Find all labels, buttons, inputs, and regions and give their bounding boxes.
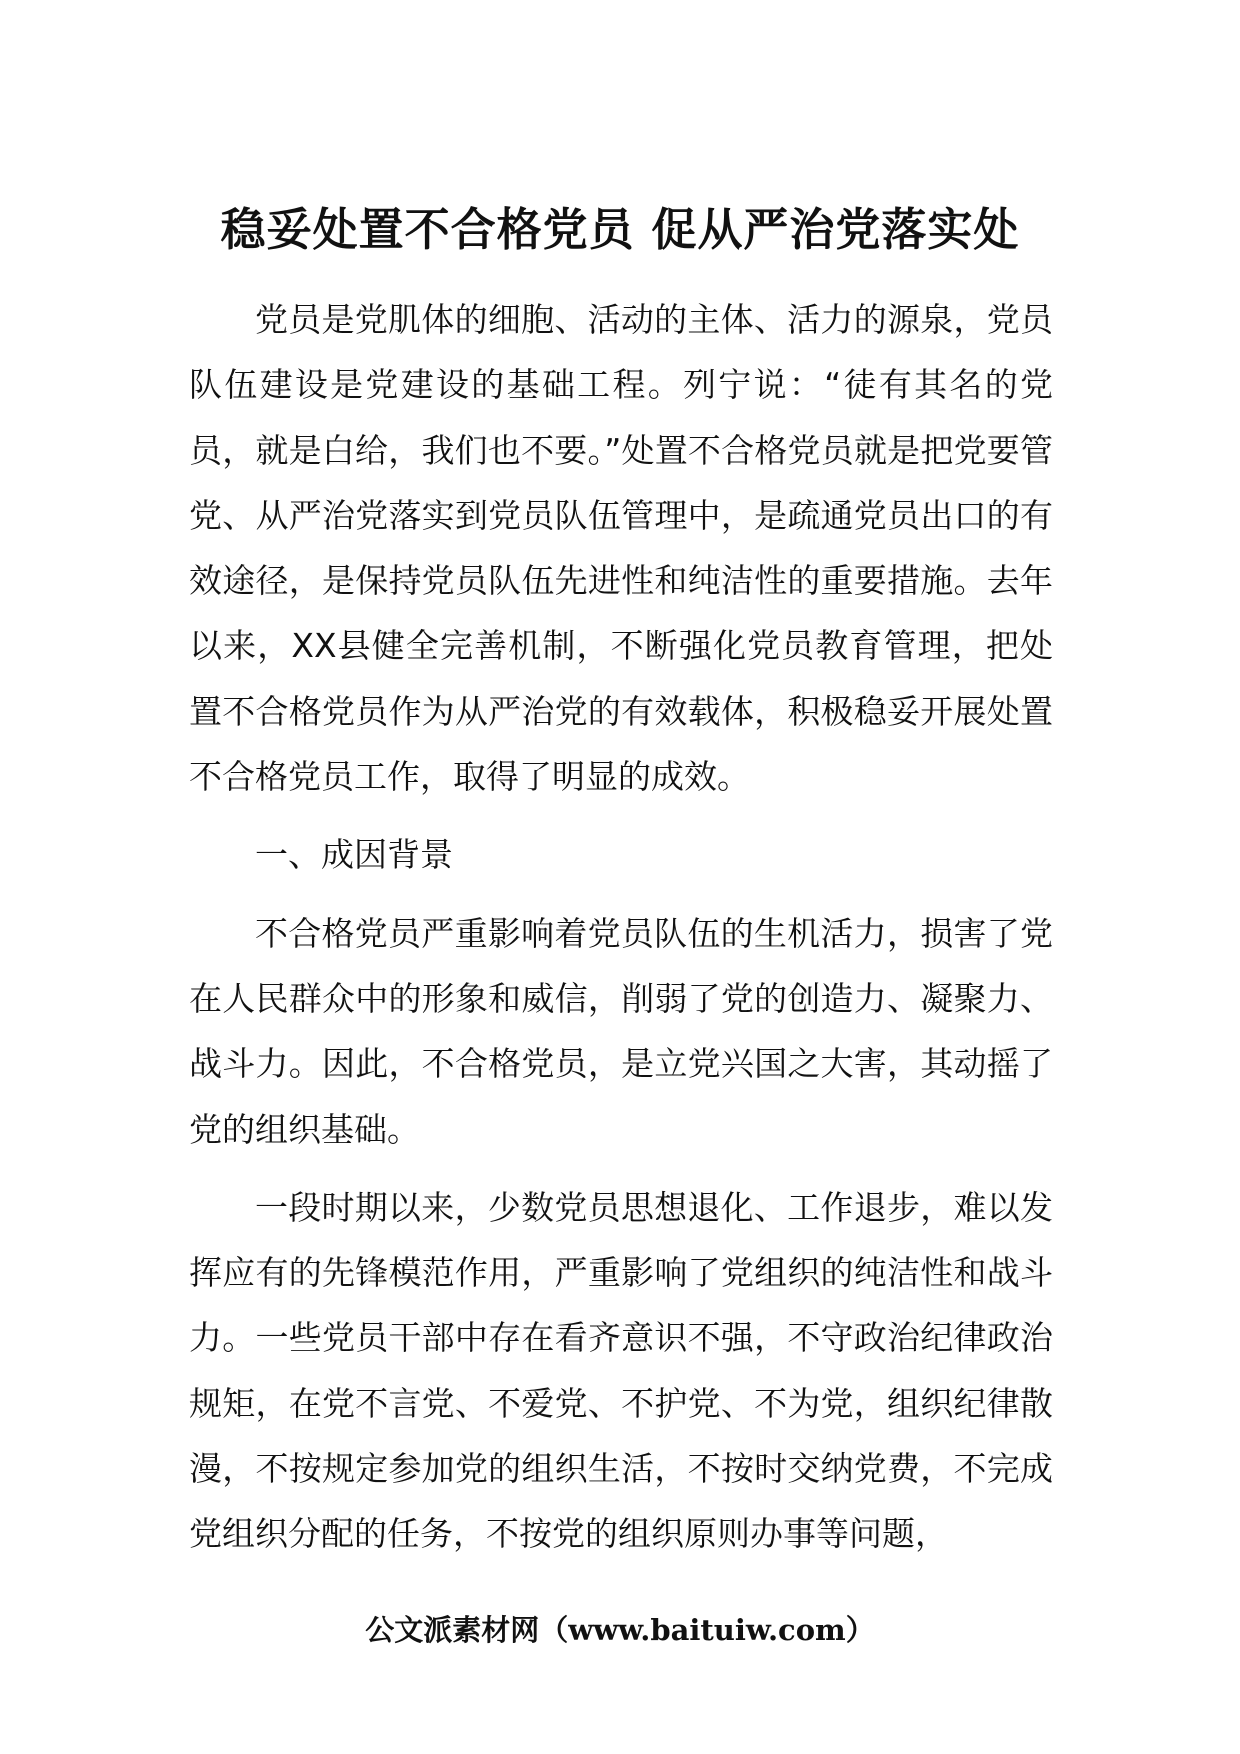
section-paragraph: 不合格党员严重影响着党员队伍的生机活力，损害了党在人民群众中的形象和威信，削弱了党的创造力、凝聚力、战斗力。因此，不合格党员，是立党兴国之大害，其动摇了党的组织基础。 xyxy=(189,913,1053,1149)
section-paragraph: 一段时期以来，少数党员思想退化、工作退步，难以发挥应有的先锋模范作用，严重影响了党组织的纯洁性和战斗力。一些党员干部中存在看齐意识不强，不守政治纪律政治规矩，在党不言党、不爱党、不护党、不为党，组织纪律散漫，不按规定参加党的组织生活，不按时交纳党费，不完成党组织分配的任务，不按党的组织原则办事等问题， xyxy=(189,1187,1053,1554)
document-title: 稳妥处置不合格党员 促从严治党落实处 xyxy=(220,203,1020,256)
footer-source: 公文派素材网（www.baituiw.com） xyxy=(365,1613,875,1647)
document-body xyxy=(189,287,1053,1567)
intro-paragraph: 党员是党肌体的细胞、活动的主体、活力的源泉，党员队伍建设是党建设的基础工程。列宁说：“徒有其名的党员，就是白给，我们也不要。”处置不合格党员就是把党要管党、从严治党落实到党员队伍管理中，是疏通党员出口的有效途径，是保持党员队伍先进性和纯洁性的重要措施。去年以来，XX县健全完善机制，不断强化党员教育管理，把处置不合格党员作为从严治党的有效载体，积极稳妥开展处置不合格党员工作，取得了明显的成效。 xyxy=(189,300,1053,797)
section-heading: 一、成因背景 xyxy=(255,835,453,875)
